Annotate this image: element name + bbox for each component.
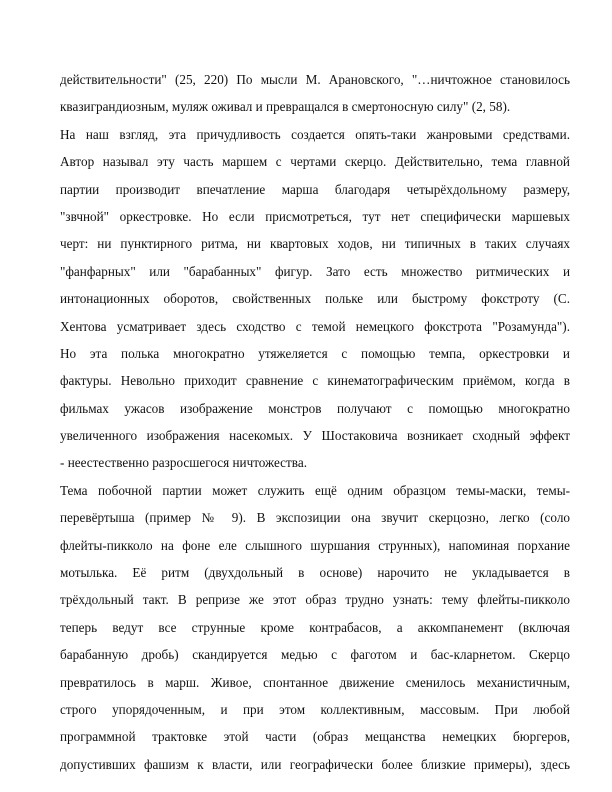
text-line: барабанную дробь) скандируется медью с фаготом и бас-кларнетом. Скерцо [60,647,570,663]
text-line: строго упорядоченным, и при этом коллективным, массовым. При любой [60,701,570,717]
text-line: - неестественно разросшегося ничтожества. [60,455,307,471]
text-line: перевёртыша (пример № 9). В экспозиции она звучит скерцозно, легко (соло [60,510,570,526]
text-line: интонационных оборотов, свойственных польке или быстрому фокстроту (С. [60,291,570,307]
text-line: Автор называл эту часть маршем с чертами скерцо. Действительно, тема главной [60,154,570,170]
text-line: действительности" (25, 220) По мысли М. Арановского, "…ничтожное становилось [60,72,570,87]
text-line: фильмах ужасов изображение монстров получают с помощью многократно [60,400,570,416]
text-line: теперь ведут все струнные кроме контрабасов, а аккомпанемент (включая [60,619,570,635]
text-line: "звчной" оркестровке. Но если присмотреться, тут нет специфически маршевых [60,208,570,224]
text-line: партии производит впечатление марша благодаря четырёхдольному размеру, [60,181,570,197]
text-line: программной трактовке этой части (образ мещанства немецких бюргеров, [60,729,570,745]
text-line: "фанфарных" или "барабанных" фигур. Зато есть множество ритмических и [60,263,570,279]
body-text [60,66,570,778]
text-line: черт: ни пунктирного ритма, ни квартовых ходов, ни типичных в таких случаях [60,236,570,252]
text-line: На наш взгляд, эта причудливость создается опять-таки жанровыми средствами. [60,126,570,142]
text-line: фактуры. Невольно приходит сравнение с кинематографическим приёмом, когда в [60,373,570,389]
text-line: Тема побочной партии может служить ещё одним образцом темы-маски, темы- [60,482,570,498]
text-line: допустивших фашизм к власти, или географически более близкие примеры), здесь [60,756,570,772]
text-line: Но эта полька многократно утяжеляется с помощью темпа, оркестровки и [60,345,570,361]
text-line: квазиграндиозным, муляж оживал и превращался в смертоносную силу" (2, 58). [60,99,511,115]
text-line: флейты-пикколо на фоне еле слышного шуршания струнных), напоминая порхание [60,537,570,553]
text-line: увеличенного изображения насекомых. У Шостаковича возникает сходный эффект [60,428,570,444]
text-line: мотылька. Её ритм (двухдольный в основе) нарочито не укладывается в [60,565,570,581]
text-line: трёхдольный такт. В репризе же этот образ трудно узнать: тему флейты-пикколо [60,592,570,608]
text-line: превратилось в марш. Живое, спонтанное движение сменилось механистичным, [60,674,570,690]
text-line: Хентова усматривает здесь сходство с темой немецкого фокстрота "Розамунда"). [60,318,570,334]
